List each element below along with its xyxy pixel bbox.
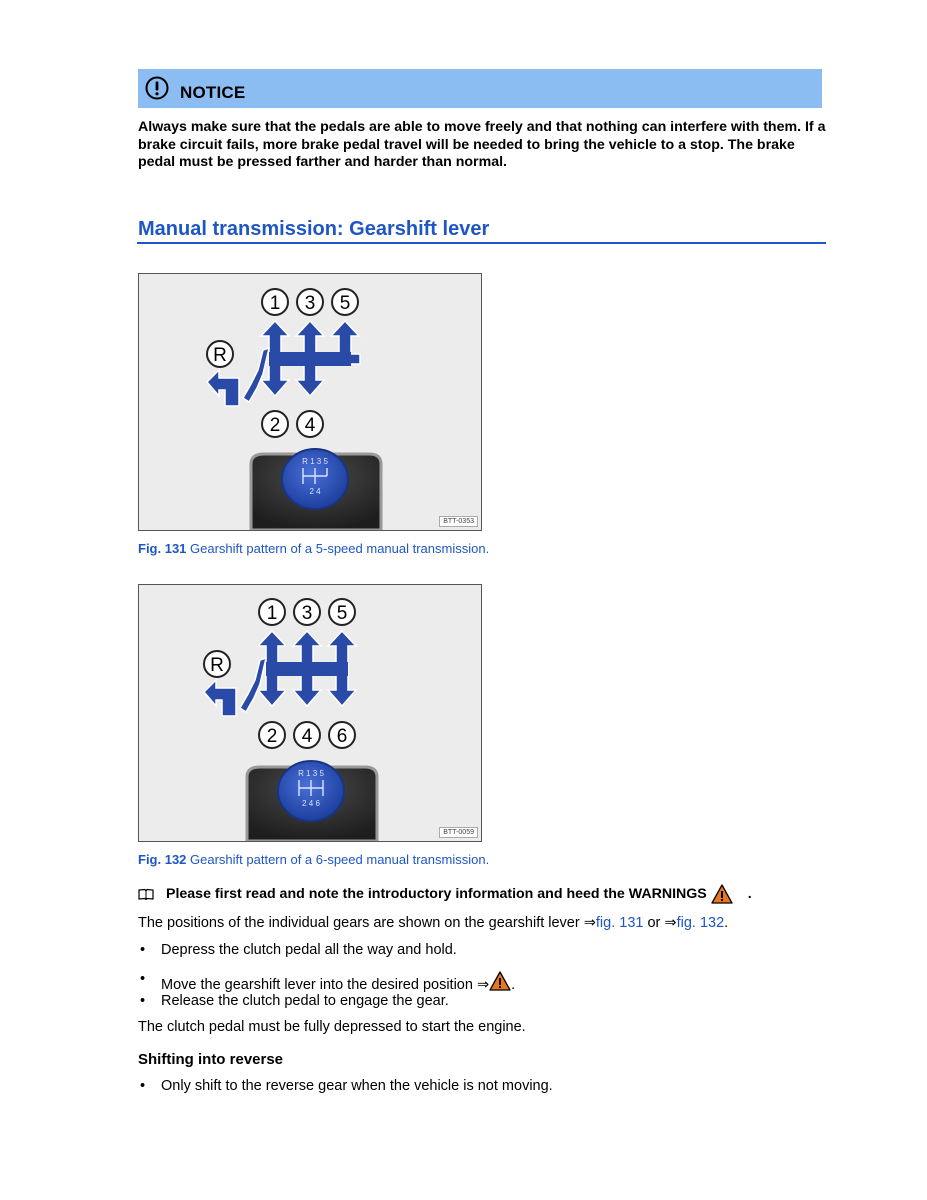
warning-triangle-icon[interactable] [489,971,511,991]
gear-circle-top-1 [259,599,285,625]
figure-131-image [138,273,482,531]
bullet-dot: • [140,1078,146,1094]
figure-caption-text: Gearshift pattern of a 6-speed manual transmission. [186,852,490,867]
positions-text-mid: or [643,915,665,931]
positions-text [138,915,728,931]
arrow-icon: ⇒ [583,915,596,931]
figure-131-caption [138,541,489,556]
gear-circle-bottom-2 [259,722,285,748]
svg-text:3: 3 [301,603,313,624]
read-note-text: Please first read and note the introductory information and heed the WARNINGS [166,886,707,902]
clutch-text: The clutch pedal must be fully depressed to start the engine. [138,1019,526,1035]
figure-code: BTT-0353 [439,516,478,527]
svg-text:1: 1 [266,603,278,624]
list-item-text: Release the clutch pedal to engage the gear. [161,993,449,1009]
link-fig-131[interactable]: fig. 131 [595,915,644,931]
svg-text:5: 5 [336,603,348,624]
subheading-shifting-reverse: Shifting into reverse [138,1051,284,1068]
warning-triangle-icon[interactable] [711,884,733,904]
exclamation-circle-icon [144,75,170,101]
svg-text:4: 4 [301,726,313,747]
list-item-text [161,971,515,993]
figure-label: Fig. 131 [138,541,187,556]
notice-text: Always make sure that the pedals are able to move freely and that nothing can interfere with them. If a brake circuit fails, more brake pedal travel will be needed to bring the vehicle to a stop. The brake pedal must be pressed farther and harder than normal. [138,119,826,170]
gearshift-knob [282,449,348,509]
section-heading: Manual transmission: Gearshift lever [138,218,490,240]
link-fig-132[interactable]: fig. 132 [676,915,725,931]
svg-text:2 4 6: 2 4 6 [302,799,320,808]
gear-circle-top-3 [294,599,320,625]
svg-text:R 1 3 5: R 1 3 5 [302,457,328,466]
svg-text:R: R [210,655,224,676]
figure-label: Fig. 132 [138,852,187,867]
list-item-text-end: . [511,977,516,993]
svg-text:6: 6 [336,726,348,747]
figure-caption-text: Gearshift pattern of a 5-speed manual transmission. [186,541,490,556]
gear-circle-bottom-2 [262,411,288,437]
svg-text:R 1 3 5: R 1 3 5 [298,769,324,778]
list-item-text-main: Move the gearshift lever into the desired position ⇒ [161,977,490,993]
heading-rule [137,242,826,244]
positions-text-before: The positions of the individual gears are shown on the gearshift lever [138,915,584,931]
arrow-icon: ⇒ [664,915,677,931]
notice-title: NOTICE [180,83,246,102]
read-note-end: . [747,886,752,902]
gear-circle-reverse [207,341,233,367]
read-note [138,884,752,904]
bullet-dot: • [140,993,146,1009]
svg-text:5: 5 [339,293,351,314]
gear-circle-top-3 [297,289,323,315]
figure-code: BTT-0059 [439,827,478,838]
gear-circle-bottom-4 [297,411,323,437]
svg-text:1: 1 [269,293,281,314]
book-icon [138,888,154,900]
gearshift-knob [278,761,344,821]
svg-text:R: R [213,345,227,366]
figure-132-caption [138,852,489,867]
gear-circle-top-5 [329,599,355,625]
positions-text-end: . [724,915,729,931]
bullet-dot: • [140,971,146,987]
gear-circle-reverse [204,651,230,677]
notice-bar [138,69,822,108]
gear-circle-top-1 [262,289,288,315]
svg-text:2 4: 2 4 [309,487,321,496]
svg-text:3: 3 [304,293,316,314]
gear-circle-top-5 [332,289,358,315]
svg-text:4: 4 [304,415,316,436]
list-item-text: Depress the clutch pedal all the way and hold. [161,942,457,958]
gear-circle-bottom-6 [329,722,355,748]
bullet-dot: • [140,942,146,958]
list-item-text: Only shift to the reverse gear when the vehicle is not moving. [161,1078,553,1094]
gear-circle-bottom-4 [294,722,320,748]
figure-132-image [138,584,482,842]
svg-text:2: 2 [269,415,281,436]
svg-text:2: 2 [266,726,278,747]
